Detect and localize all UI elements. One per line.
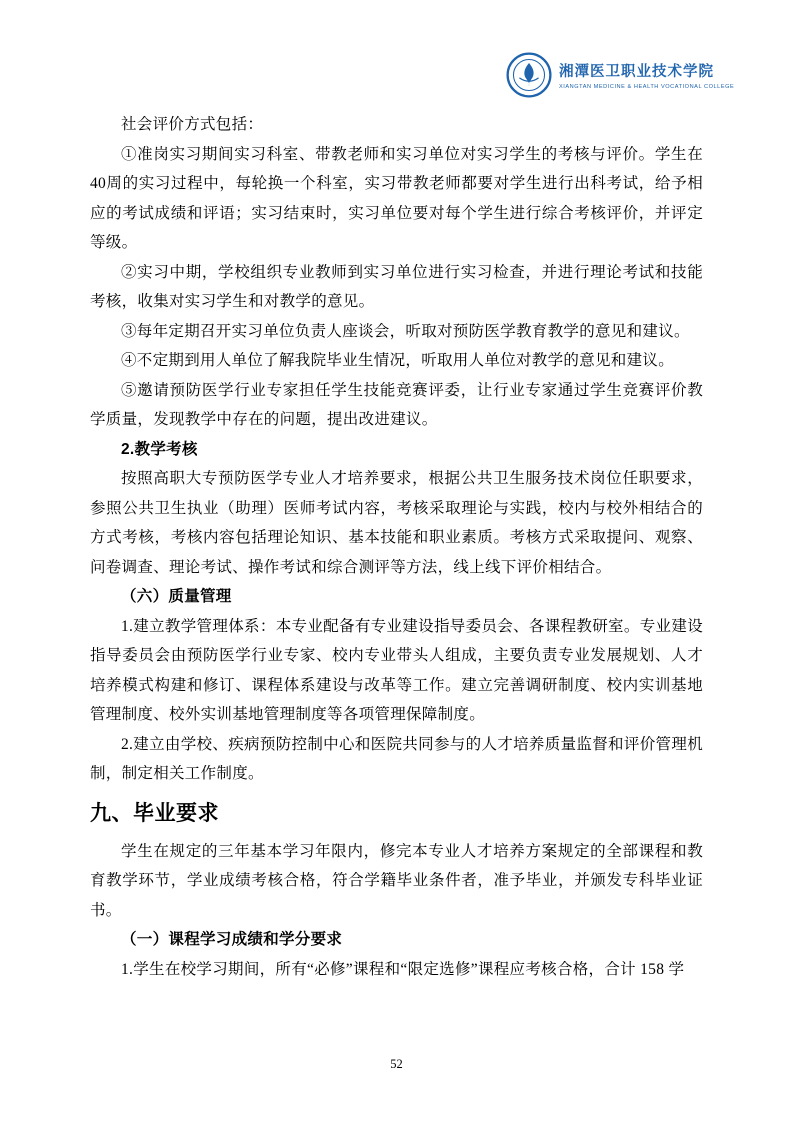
paragraph: ③每年定期召开实习单位负责人座谈会，听取对预防医学教育教学的意见和建议。	[121, 322, 690, 340]
subsection-heading: （一）课程学习成绩和学分要求	[121, 931, 343, 948]
document-body	[90, 110, 703, 984]
college-logo-text	[559, 60, 734, 90]
paragraph: 1.建立教学管理体系：本专业配备有专业建设指导委员会、各课程教研室。专业建设指导委员会由预防医学行业专家、校内专业带头人组成，主要负责专业发展规划、人才培养模式构建和修订、课程体系建设与改革等工作。建立完善调研制度、校内实训基地管理制度、校外实训基地管理制度等各项管理保障制度。	[90, 617, 703, 723]
paragraph: 社会评价方式包括：	[121, 116, 264, 133]
subsection-heading: （六）质量管理	[121, 588, 232, 605]
page-number: 52	[390, 1057, 403, 1071]
paragraph: ①准岗实习期间实习科室、带教老师和实习单位对实习学生的考核与评价。学生在40周的实习过程中，每轮换一个科室，实习带教老师都要对学生进行出科考试，给予相应的考试成绩和评语；实习结束时，实习单位要对每个学生进行综合考核评价，并评定等级。	[90, 145, 703, 251]
college-name-en: XIANGTAN MEDICINE & HEALTH VOCATIONAL COLLEGE	[559, 84, 735, 90]
college-logo	[506, 52, 734, 98]
paragraph: ②实习中期，学校组织专业教师到实习单位进行实习检查，并进行理论考试和技能考核，收集对实习学生和对教学的意见。	[90, 263, 703, 310]
section-heading: 九、毕业要求	[90, 801, 219, 825]
paragraph: ④不定期到用人单位了解我院毕业生情况，听取用人单位对教学的意见和建议。	[121, 352, 675, 369]
paragraph: 2.建立由学校、疾病预防控制中心和医院共同参与的人才培养质量监督和评价管理机制，制定相关工作制度。	[90, 735, 703, 782]
paragraph: 1.学生在校学习期间，所有“必修”课程和“限定选修”课程应考核合格，合计 158 学	[121, 960, 685, 978]
subsection-heading: 2.教学考核	[121, 440, 198, 458]
paragraph: 按照高职大专预防医学专业人才培养要求，根据公共卫生服务技术岗位任职要求，参照公共卫生执业（助理）医师考试内容，考核采取理论与实践，校内与校外相结合的方式考核，考核内容包括理论知识、基本技能和职业素质。考核方式采取提问、观察、问卷调查、理论考试、操作考试和综合测评等方法，线上线下评价相结合。	[90, 470, 703, 576]
college-emblem-icon	[506, 52, 552, 98]
college-name-cn: 湘潭医卫职业技术学院	[559, 64, 714, 80]
paragraph: 学生在规定的三年基本学习年限内，修完本专业人才培养方案规定的全部课程和教育教学环节，学业成绩考核合格，符合学籍毕业条件者，准予毕业，并颁发专科毕业证书。	[90, 842, 703, 919]
paragraph: ⑤邀请预防医学行业专家担任学生技能竞赛评委，让行业专家通过学生竞赛评价教学质量，发现教学中存在的问题，提出改进建议。	[90, 381, 703, 428]
